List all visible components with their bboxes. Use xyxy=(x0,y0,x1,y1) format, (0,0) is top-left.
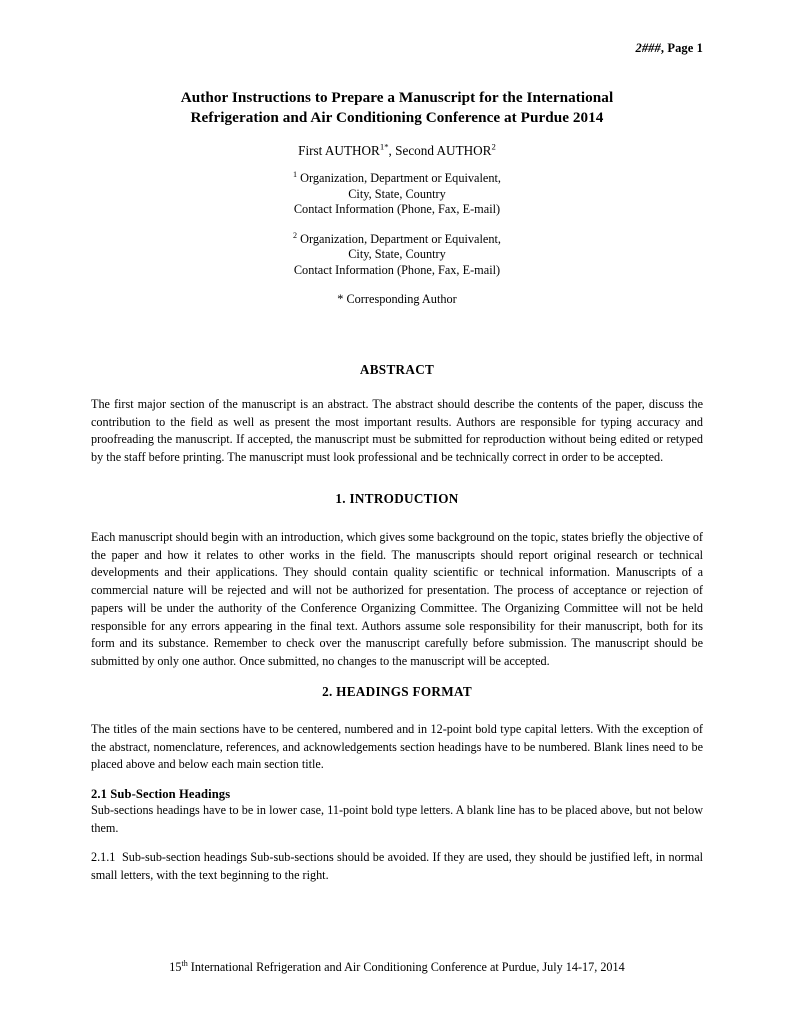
headings-format-heading: 2. HEADINGS FORMAT xyxy=(322,684,472,699)
author-first-name: First AUTHOR xyxy=(298,143,380,158)
author-second-marker: 2 xyxy=(491,141,496,152)
affiliation-location-2: City, State, Country xyxy=(348,247,446,262)
affiliation-marker-1: 1 xyxy=(292,169,298,179)
footer-ordinal-number: 15 xyxy=(169,960,182,974)
affiliation-contact-1: Contact Information (Phone, Fax, E-mail) xyxy=(293,202,501,217)
author-second-name: Second AUTHOR xyxy=(395,143,492,158)
title-line-1: Author Instructions to Prepare a Manuscript for the International xyxy=(180,89,614,106)
affiliation-organization-line-2 xyxy=(91,232,703,248)
abstract-heading: ABSTRACT xyxy=(359,362,435,377)
footer-ordinal-suffix: th xyxy=(181,958,188,968)
subsection-body: Sub-sections headings have to be in lower case, 11-point bold type letters. A blank line has to be placed above, but not below them. xyxy=(91,803,703,835)
introduction-heading: 1. INTRODUCTION xyxy=(335,491,459,506)
running-header xyxy=(91,41,703,56)
affiliation-list xyxy=(91,171,703,279)
page-label: , Page 1 xyxy=(660,41,703,55)
page-footer xyxy=(91,959,703,975)
affiliation-organization-line-1 xyxy=(91,171,703,187)
affiliation-block-1 xyxy=(91,171,703,218)
subsection-block xyxy=(91,786,703,837)
headings-format-body: The titles of the main sections have to be centered, numbered and in 12-point bold type capital letters. With the exception of the abstract, nomenclature, references, and acknowledgements section headings have to be numbered. Blank lines need to be placed above and below each main section title. xyxy=(91,722,703,772)
introduction-body: Each manuscript should begin with an introduction, which gives some background on the topic, states briefly the objective of the paper and how it relates to other works in the field. The manuscripts should report original research or technical developments and their applications. They should contain quality scientific or technical information. Manuscripts of a commercial nature will be rejected and will not be authorized for presentation. The process of acceptance or rejection of papers will be under the authority of the Conference Organizing Committee. The Organizing Committee will not be held responsible for any errors appearing in the final text. Authors assume sole responsibility for their manuscript, both for its form and its substance. Remember to check over the manuscript carefully before submission. The manuscript should be submitted by only one author. Once submitted, no changes to the manuscript will be accepted. xyxy=(91,530,703,668)
document-number: 2### xyxy=(635,41,661,55)
subsubsection-block xyxy=(91,849,703,884)
subsection-heading: 2.1 Sub-Section Headings xyxy=(91,787,231,801)
affiliation-location-1: City, State, Country xyxy=(348,186,446,201)
affiliation-organization-1: Organization, Department or Equivalent, xyxy=(297,171,502,185)
page-title xyxy=(91,88,703,127)
abstract-body: The first major section of the manuscript is an abstract. The abstract should describe the contents of the paper, discuss the contribution to the field as well as present the most important results. Authors are responsible for typing accuracy and proofreading the manuscript. If accepted, the manuscript must be submitted for reproduction without being edited or retyped by the staff before printing. The manuscript must look professional and be technically correct in order to be accepted. xyxy=(91,397,703,464)
corresponding-author-note: * Corresponding Author xyxy=(337,292,457,306)
footer-text: International Refrigeration and Air Conditioning Conference at Purdue, July 14-17, 2014 xyxy=(187,960,625,974)
subsubsection-heading: Sub-sub-section headings xyxy=(121,850,248,864)
affiliation-contact-2: Contact Information (Phone, Fax, E-mail) xyxy=(293,262,501,277)
affiliation-organization-2: Organization, Department or Equivalent, xyxy=(297,231,502,246)
author-separator: , xyxy=(388,143,396,158)
author-list xyxy=(91,142,703,159)
subsubsection-body: Sub-sub-sections should be avoided. If they are used, they should be justified left, in normal small letters, with the text beginning to the right. xyxy=(91,850,704,882)
title-line-2: Refrigeration and Air Conditioning Conference at Purdue 2014 xyxy=(190,108,604,126)
subsubsection-number: 2.1.1 xyxy=(91,850,116,864)
author-first-marker: 1* xyxy=(379,141,389,152)
affiliation-marker-2: 2 xyxy=(292,230,298,240)
affiliation-block-2 xyxy=(91,232,703,279)
